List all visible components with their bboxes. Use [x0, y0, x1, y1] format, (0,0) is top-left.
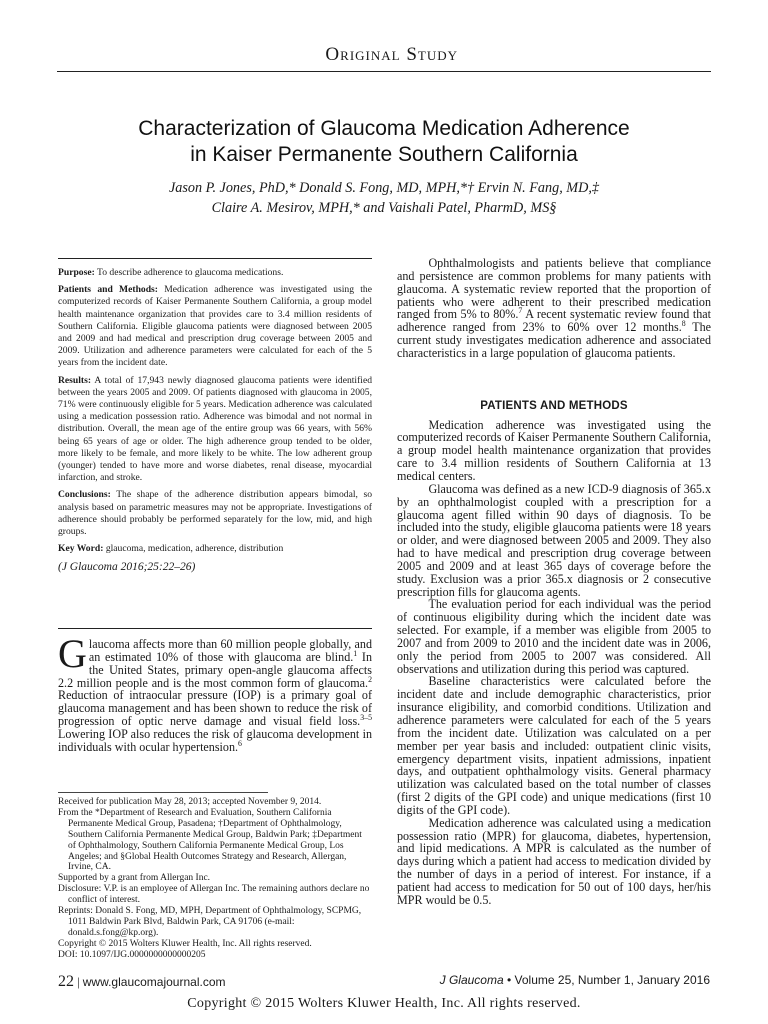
intro-paragraph: Glaucoma affects more than 60 million people globally, and an estimated 10% of those with glaucoma are blind.$^1$ In the United States, primary open-angle glaucoma affects 2.2 million people and is the most common form of glaucoma.$^2$ Reduction of intraocular pressure (IOP) is a primary goal of glaucoma management and has been shown to reduce the risk of progression of optic nerve damage and visual field loss.$^{3-5}$ Lowering IOP also reduces the risk of glaucoma development in individuals with ocular hypertension.$^6$	[58, 631, 372, 754]
author-list	[40, 178, 728, 218]
abstract-conclusions: Conclusions: The shape of the adherence distribution appears bimodal, so analysis based on parametric measures may not be appropriate. Investigations of adherence should probably be performed separately for the low, mid, and high groups.	[58, 489, 372, 538]
abstract-purpose: Purpose: To describe adherence to glaucoma medications.	[58, 267, 284, 278]
journal-name: J Glaucoma	[439, 973, 504, 987]
footnote-copyright: Copyright © 2015 Wolters Kluwer Health, Inc. All rights reserved.	[58, 938, 312, 949]
authors-line-2: Claire A. Mesirov, MPH,* and Vaishali Patel, PharmD, MS§	[211, 200, 557, 216]
title-line-2: in Kaiser Permanente Southern California	[190, 143, 578, 166]
footnote-disclosure: Disclosure: V.P. is an employee of Allergan Inc. The remaining authors declare no conflict of interest.	[58, 884, 370, 906]
abstract-top-rule	[58, 258, 372, 259]
page-footer-left: 22 | www.glaucomajournal.com	[58, 973, 226, 990]
abstract-bottom-rule	[58, 628, 372, 629]
right-column	[397, 257, 711, 907]
page-number: 22	[58, 973, 74, 990]
journal-website[interactable]: www.glaucomajournal.com	[82, 975, 226, 989]
page-footer-right	[440, 973, 710, 987]
methods-paragraph-1: Medication adherence was investigated using the computerized records of Kaiser Permanente Southern California, a group model health maintenance organization that provides care to 3.4 million residents of Southern California at 13 medical centers.	[397, 417, 711, 483]
footnotes	[58, 797, 372, 961]
section-label: Original Study	[325, 44, 458, 65]
authors-line-1: Jason P. Jones, PhD,* Donald S. Fong, MD, MPH,*† Ervin N. Fang, MD,‡	[168, 180, 600, 196]
page-copyright: Copyright © 2015 Wolters Kluwer Health, Inc. All rights reserved.	[187, 996, 581, 1011]
title-line-1: Characterization of Glaucoma Medication Adherence	[138, 117, 630, 140]
footnote-doi: DOI: 10.1097/IJG.0000000000000205	[58, 949, 206, 960]
abstract-methods: Patients and Methods: Medication adherence was investigated using the computerized records of Kaiser Permanente Southern California, a group model health maintenance organization that provides care to 3.4 million residents of Southern California. Eligible glaucoma patients were diagnosed between 2005 and 2009 and had medical and prescription drug coverage between 2005 and 2009. Utilization and adherence parameters were calculated for each of the 5 years from the incident date.	[58, 284, 372, 369]
abstract-keywords: Key Word: glaucoma, medication, adherence, distribution	[58, 543, 284, 555]
methods-paragraph-2: Glaucoma was defined as a new ICD-9 diagnosis of 365.x by an ophthalmologist coupled with a prescription for a glaucoma agent filled within 90 days of diagnosis. To be included into the study, eligible glaucoma patients were 18 years or older, and were diagnosed between 2005 and 2009. They also had to have medical and prescription drug coverage between 2005 and 2009 and at least 365 days of coverage before the study. Exclusion was a prior 365.x diagnosis or 2 consecutive prescription fills for glaucoma agents.	[397, 481, 711, 599]
methods-paragraph-4: Baseline characteristics were calculated before the incident date and include demographic characteristics, prior insurance eligibility, and comorbid conditions. Utilization and adherence parameters were calculated for each of the 5 years from the incident date. Utilization was calculated on a per member per year basis and included: outpatient clinic visits, emergency department visits, inpatient admissions, inpatient days, and outpatient ophthalmology visits. General pharmacy utilization was calculated based on the total number of classes (first 2 digits of the GPI code) and unique medications (first 10 digits of the GPI code).	[397, 674, 711, 817]
footnote-support: Supported by a grant from Allergan Inc.	[58, 873, 211, 884]
methods-paragraph-3: The evaluation period for each individual was the period of continuous eligibility during which the incident date was selected. For example, if a member was eligible from 2005 to 2007 and from 2009 to 2010 and the incident date was in 2006, only the period from 2005 to 2007 was considered. All observations and utilization during this period was captured.	[397, 597, 711, 676]
header-rule	[57, 71, 711, 72]
methods-heading: PATIENTS AND METHODS	[480, 399, 628, 412]
intro-paragraph-2: Ophthalmologists and patients believe that compliance and persistence are common problems for many patients with glaucoma. A systematic review reported that the proportion of patients who were adherent to their prescribed medication ranged from 5% to 80%.$^7$ A recent systematic review found that adherence ranged from 23% to 60% over 12 months.$^8$ The current study investigates medication adherence and associated characteristics in a large population of glaucoma patients.	[397, 256, 711, 360]
issue-info: • Volume 25, Number 1, January 2016	[507, 973, 710, 987]
footnote-rule	[58, 792, 268, 793]
abstract-results: Results: A total of 17,943 newly diagnosed glaucoma patients were identified between the years 2005 and 2009. Of patients diagnosed with glaucoma in 2005, 71% were continuously eligible for 5 years. Medication adherence was calculated using a medication possession ratio. Adherence was bimodal and not normal in distribution. Overall, the mean age of the entire group was 66 years, with 56% being 65 years of age or older. The high adherence group tended to be older, more likely to be female, and more likely to be white. The low adherent group (younger) tended to have more and worse diabetes, renal disease, myocardial infarction, and stroke.	[58, 374, 373, 484]
article-title	[40, 116, 728, 168]
footnote-received: Received for publication May 28, 2013; accepted November 9, 2014.	[58, 797, 322, 807]
drop-cap: G	[58, 631, 87, 676]
methods-paragraph-5: Medication adherence was calculated using a medication possession ratio (MPR) for glaucoma, diabetes, hypertension, and lipid medications. A MPR is calculated as the number of days during which a patient had access to medication divided by the number of days in a period of interest. For instance, if a patient had access to medication for 50 out of 100 days, her/his MPR would be 0.5.	[397, 815, 711, 907]
footnote-affiliations: From the *Department of Research and Evaluation, Southern California Permanente Medical Group, Pasadena; †Department of Ophthalmology, Southern California Permanente Medical Group, Baldwin Park; ‡Department of Ophthalmology, Southern California Permanente Medical Group, Los Angeles; and §Global Health Outcomes Strategy and Research, Allergan, Irvine, CA.	[58, 807, 362, 873]
citation: (J Glaucoma 2016;25:22–26)	[58, 561, 196, 574]
abstract	[58, 267, 372, 579]
footnote-reprints: Reprints: Donald S. Fong, MD, MPH, Department of Ophthalmology, SCPMG, 1011 Baldwin Park Blvd, Baldwin Park, CA 91706 (e-mail: donald.s.fong@kp.org).	[58, 906, 362, 938]
